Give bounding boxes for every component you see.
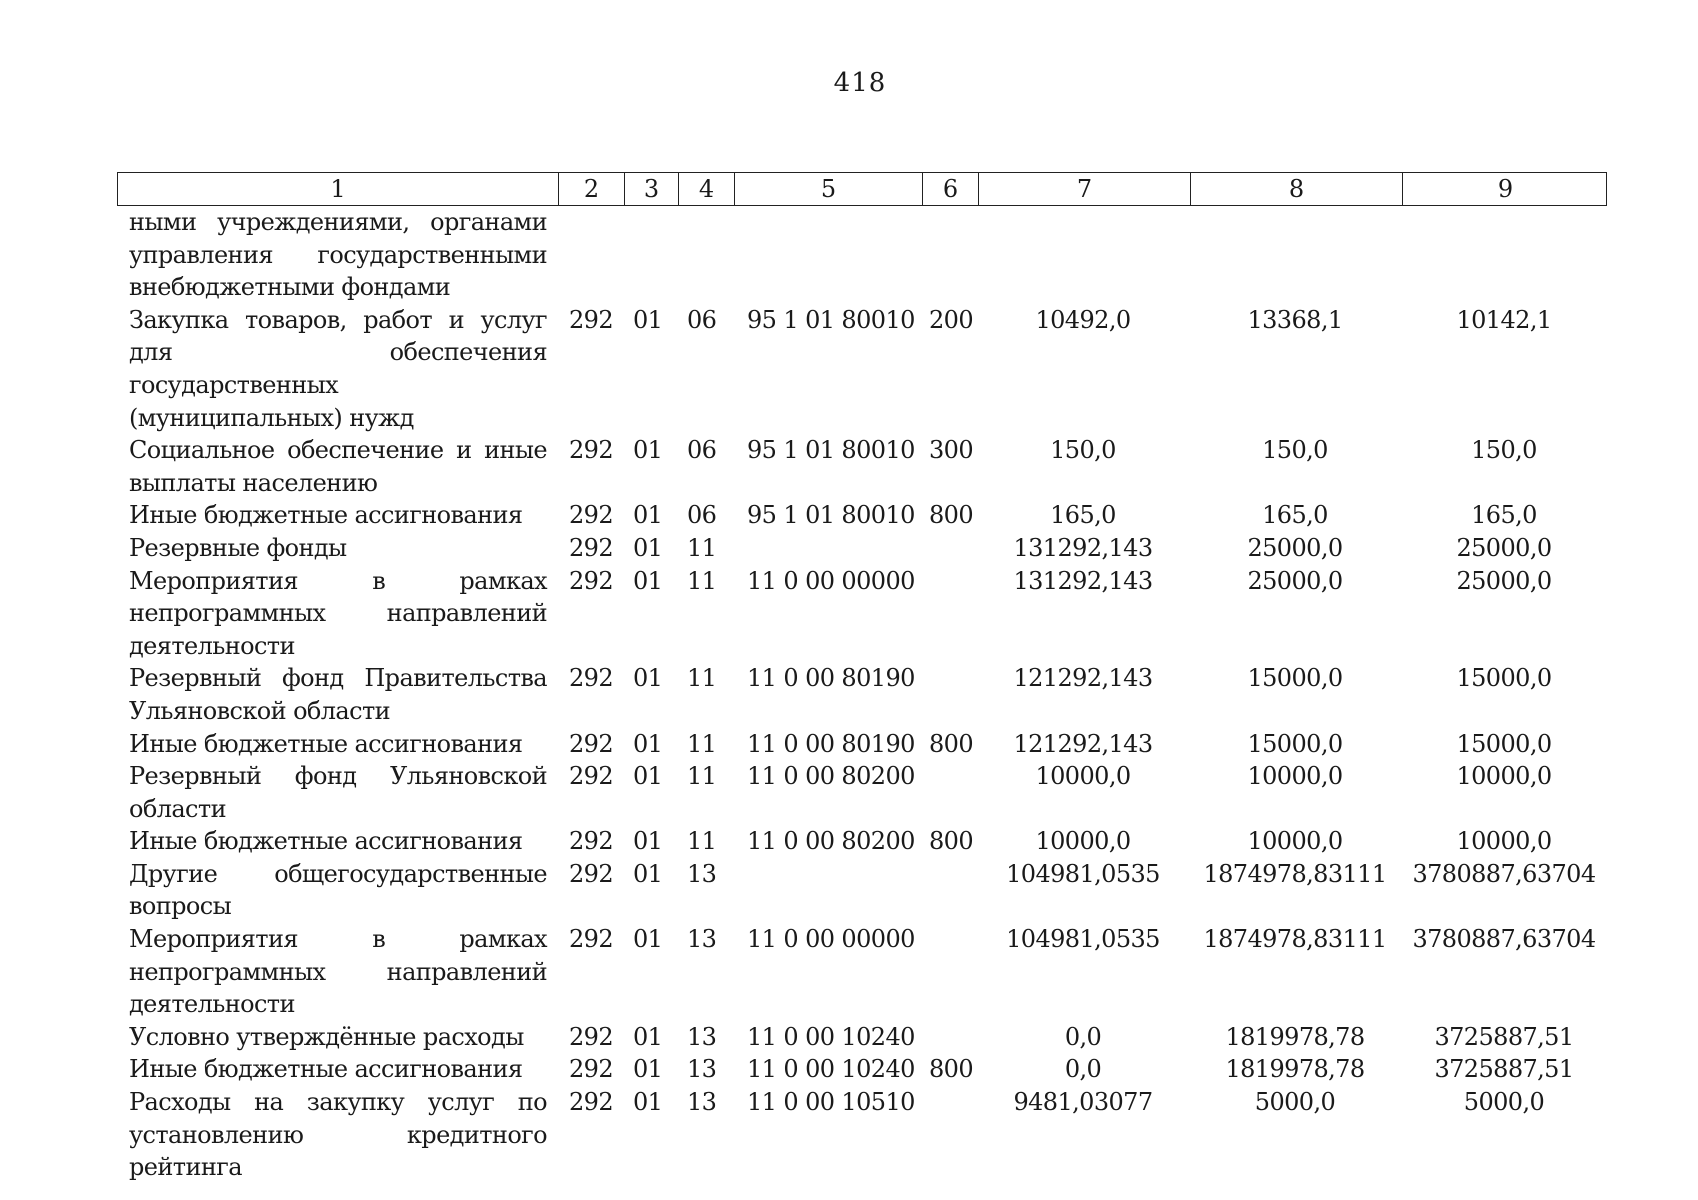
header-col-2: 2 [558,173,624,205]
header-col-3: 3 [624,173,678,205]
row-amount-3: 150,0 [1471,436,1537,465]
row-code-target [733,858,921,923]
row-amount-2: 13368,1 [1247,305,1343,334]
row-code-target: 11 0 00 80200 [747,762,915,791]
row-code-subsection: 13 [687,1088,717,1117]
row-amount-3 [1401,206,1607,304]
row-amount-3: 25000,0 [1456,533,1552,562]
row-code-section: 01 [633,859,663,888]
row-amount-2: 1874978,83111 [1203,925,1387,954]
row-code-admin: 292 [569,827,614,856]
row-code-target [733,532,921,565]
row-name: Условно утверждённые расходы [129,1022,524,1051]
row-name: Иные бюджетные ассигнования [129,501,523,530]
header-col-1: 1 [330,175,346,203]
table-header [117,172,1607,206]
row-code-admin: 292 [569,1055,614,1084]
row-code-admin: 292 [569,436,614,465]
row-amount-1: 131292,143 [1013,533,1153,562]
row-code-subsection: 13 [687,1022,717,1051]
row-amount-3: 10142,1 [1456,305,1552,334]
row-amount-1: 131292,143 [1013,566,1153,595]
row-code-admin: 292 [569,305,614,334]
header-col-6: 6 [922,173,978,205]
row-amount-2: 1819978,78 [1225,1055,1365,1084]
header-col-9: 9 [1402,173,1608,205]
header-col-5: 5 [734,173,922,205]
table-body [117,206,1607,1184]
row-amount-2 [1189,206,1401,304]
row-amount-1: 104981,0535 [1006,925,1160,954]
row-amount-3: 25000,0 [1456,566,1552,595]
row-amount-2: 10000,0 [1247,827,1343,856]
row-code-admin: 292 [569,925,614,954]
row-code-type [921,565,977,663]
row-code-type [921,1021,977,1054]
row-code-admin: 292 [569,859,614,888]
row-code-subsection: 11 [687,729,717,758]
row-amount-2: 1819978,78 [1225,1022,1365,1051]
row-name: Иные бюджетные ассигнования [129,827,523,856]
row-code-subsection: 11 [687,533,717,562]
row-code-target: 95 1 01 80010 [747,501,915,530]
row-code-section: 01 [633,827,663,856]
row-name: Мероприятия в рамках непрограммных направлений деятельности [129,925,547,1019]
row-amount-2: 150,0 [1262,436,1328,465]
row-amount-2: 25000,0 [1247,533,1343,562]
row-code-target [733,206,921,304]
row-name: Расходы на закупку услуг по установлению кредитного рейтинга [129,1088,547,1182]
row-code-section: 01 [633,533,663,562]
row-code-section: 01 [633,436,663,465]
row-code-target: 11 0 00 10240 [747,1022,915,1051]
row-code-type [921,662,977,727]
row-code-type: 800 [929,501,974,530]
row-code-target: 11 0 00 00000 [747,566,915,595]
row-amount-3: 165,0 [1471,501,1537,530]
row-code-subsection: 06 [687,501,717,530]
row-code-subsection: 11 [687,827,717,856]
row-amount-1: 10492,0 [1035,305,1131,334]
row-code-type [921,1086,977,1184]
header-col-7: 7 [978,173,1190,205]
header-col-4: 4 [678,173,734,205]
row-name: Мероприятия в рамках непрограммных направлений деятельности [129,566,547,660]
row-code-section: 01 [633,566,663,595]
row-name: Резервный фонд Ульяновской области [129,762,547,823]
row-code-type [921,858,977,923]
row-code-subsection: 11 [687,566,717,595]
row-amount-1: 0,0 [1064,1055,1102,1084]
row-name: Другие общегосударственные вопросы [129,859,547,921]
row-name: ными учреждениями, органами управления государственными внебюджетными фондами [129,208,547,302]
row-amount-1: 10000,0 [1035,762,1131,791]
budget-table [117,172,1607,1184]
page-number: 418 [833,68,887,98]
row-amount-2: 15000,0 [1247,664,1343,693]
row-code-type [921,206,977,304]
row-amount-2: 25000,0 [1247,566,1343,595]
row-amount-1: 104981,0535 [1006,859,1160,888]
row-code-section: 01 [633,1022,663,1051]
row-amount-1 [977,206,1189,304]
row-amount-3: 15000,0 [1456,664,1552,693]
row-code-type: 200 [929,305,974,334]
row-code-section: 01 [633,925,663,954]
row-code-subsection: 11 [687,762,717,791]
row-name: Социальное обеспечение и иные выплаты населению [129,436,547,497]
row-code-target: 95 1 01 80010 [747,305,915,334]
row-amount-1: 0,0 [1064,1022,1102,1051]
row-code-subsection: 06 [687,436,717,465]
row-code-section: 01 [633,501,663,530]
row-code-target: 11 0 00 80200 [747,827,915,856]
row-code-type: 800 [929,827,974,856]
row-amount-1: 165,0 [1050,501,1116,530]
row-code-admin [557,206,623,304]
row-code-admin: 292 [569,762,614,791]
row-name: Иные бюджетные ассигнования [129,729,523,758]
header-col-8: 8 [1190,173,1402,205]
row-code-target: 11 0 00 10510 [747,1088,915,1117]
row-amount-3: 3725887,51 [1434,1055,1574,1084]
row-amount-1: 150,0 [1050,436,1116,465]
row-code-section: 01 [633,664,663,693]
row-amount-1: 9481,03077 [1013,1088,1153,1117]
row-amount-2: 1874978,83111 [1203,859,1387,888]
row-amount-3: 15000,0 [1456,729,1552,758]
row-code-subsection [677,206,733,304]
row-code-section: 01 [633,1055,663,1084]
row-code-admin: 292 [569,664,614,693]
row-code-type: 300 [929,436,974,465]
row-name: Закупка товаров, работ и услуг для обеспечения государственных (муниципальных) нужд [129,305,547,432]
row-code-subsection: 13 [687,1055,717,1084]
row-code-type [921,760,977,825]
row-amount-2: 165,0 [1262,501,1328,530]
row-code-target: 11 0 00 80190 [747,729,915,758]
row-code-section [623,206,677,304]
row-amount-1: 121292,143 [1013,664,1153,693]
row-name: Резервный фонд Правительства Ульяновской области [129,664,547,725]
row-code-target: 11 0 00 80190 [747,664,915,693]
row-amount-1: 10000,0 [1035,827,1131,856]
row-code-target: 95 1 01 80010 [747,436,915,465]
row-amount-3: 3780887,63704 [1412,859,1596,888]
row-code-subsection: 13 [687,925,717,954]
row-code-admin: 292 [569,729,614,758]
row-code-target: 11 0 00 00000 [747,925,915,954]
row-amount-3: 3780887,63704 [1412,925,1596,954]
row-amount-2: 5000,0 [1254,1088,1336,1117]
row-code-section: 01 [633,1088,663,1117]
row-code-type [921,532,977,565]
row-code-type: 800 [929,729,974,758]
row-name: Иные бюджетные ассигнования [129,1055,523,1084]
row-code-admin: 292 [569,501,614,530]
row-amount-2: 15000,0 [1247,729,1343,758]
row-amount-2: 10000,0 [1247,762,1343,791]
row-code-subsection: 13 [687,859,717,888]
row-code-type: 800 [929,1055,974,1084]
row-code-admin: 292 [569,1022,614,1051]
row-code-admin: 292 [569,566,614,595]
row-name: Резервные фонды [129,533,347,562]
row-code-section: 01 [633,762,663,791]
row-code-type [921,923,977,1021]
row-code-subsection: 06 [687,305,717,334]
row-amount-3: 10000,0 [1456,762,1552,791]
row-code-target: 11 0 00 10240 [747,1055,915,1084]
row-code-section: 01 [633,305,663,334]
row-amount-1: 121292,143 [1013,729,1153,758]
row-amount-3: 10000,0 [1456,827,1552,856]
row-amount-3: 5000,0 [1463,1088,1545,1117]
row-code-section: 01 [633,729,663,758]
row-amount-3: 3725887,51 [1434,1022,1574,1051]
row-code-subsection: 11 [687,664,717,693]
row-code-admin: 292 [569,1088,614,1117]
row-code-admin: 292 [569,533,614,562]
